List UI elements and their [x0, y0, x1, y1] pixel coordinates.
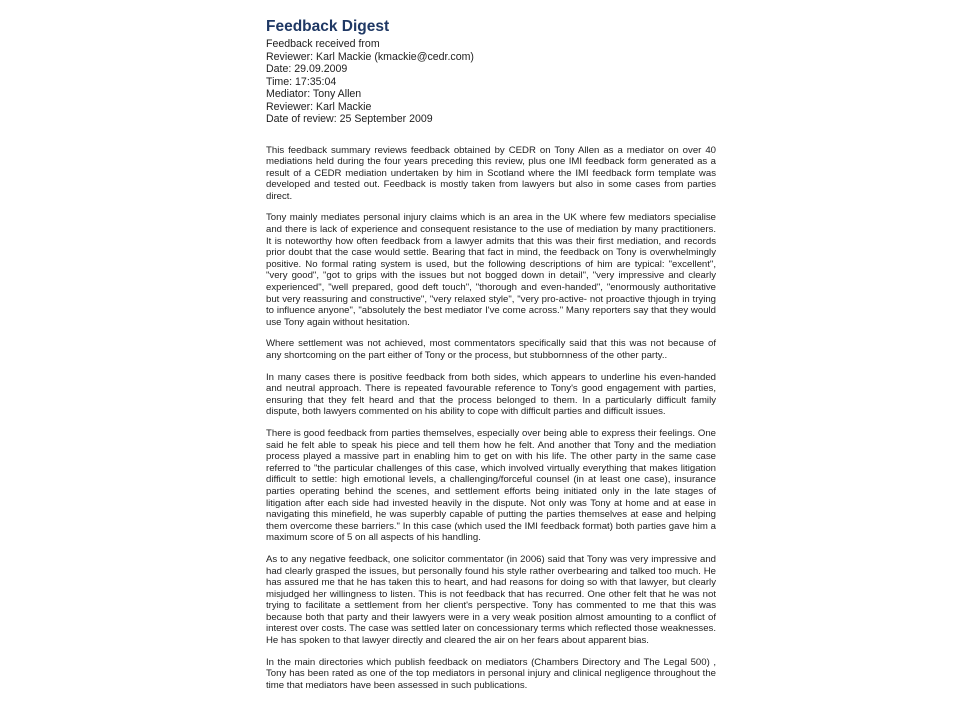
document-title: Feedback Digest — [266, 18, 390, 35]
paragraph-negative-feedback: As to any negative feedback, one solicitor commentator (in 2006) said that Tony was very impressive and had clearly grasped the issues, but personally found his style rather overbearing and talked too much. He has assured me that he has taken this to heart, and had reasons for doing so with that lawyer, but clearly misjudged her willingness to listen. This is not feedback that has recurred. One other felt that he was not trying to facilitate a settlement from her client's perspective. Tony has commented to me that this was because both that party and their lawyers were in a very weak position almost amounting to a conflict of interest over costs. The case was settled later on concessionary terms which reflected those weaknesses. He has spoken to that lawyer directly and cleared the air on her fears about apparent bias. — [266, 553, 716, 647]
document-body — [266, 145, 716, 692]
paragraph-directories: In the main directories which publish feedback on mediators (Chambers Directory and The Legal 500) , Tony has been rated as one of the top mediators in personal injury and clinical negligence throughout the time that mediators have been assessed in such publications. — [266, 656, 716, 691]
paragraph-personal-injury: Tony mainly mediates personal injury claims which is an area in the UK where few mediators specialise and there is lack of experience and consequent resistance to the use of mediation by many practitioners. It is noteworthy how often feedback from a lawyer admits that this was their first mediation, and records prior doubt that the case would settle. Bearing that fact in mind, the feedback on Tony is overwhelmingly positive. No formal rating system is used, but the following descriptions of him are typical: "excellent", "very good", "got to grips with the issues but not bogged down in detail", "very impressive and clearly experienced", "well prepared, good deft touch", "thorough and even-handed", "enormously authoritative but very reassuring and constructive", "very relaxed style", "very pro-active- not proactive thjough in trying to influence anyone", "absolutely the best mediator I've come across." Many reporters say that they would use Tony again without hesitation. — [266, 212, 716, 328]
document-page — [266, 18, 716, 701]
meta-reviewer-email: Reviewer: Karl Mackie (kmackie@cedr.com) — [266, 50, 474, 63]
paragraph-party-feedback: There is good feedback from parties themselves, especially over being able to express their feelings. One said he felt able to speak his piece and tell them how he felt. And another that Tony and the mediation process played a massive part in enabling him to get on with his life. The other party in the same case referred to "the particular challenges of this case, which involved virtually everything that makes litigation difficult to settle: high emotional levels, a challenging/forceful counsel (in at least one case), insurance parties operating behind the scenes, and settlement efforts being initiated only in the late stages of litigation after each side had invested heavily in the dispute. Not only was Tony at home and at ease in navigating this minefield, he was superbly capable of putting the parties themselves at ease and helping them overcome these barriers." In this case (which used the IMI feedback format) both parties gave him a maximum score of 5 on all aspects of his handling. — [266, 427, 716, 544]
paragraph-summary: This feedback summary reviews feedback obtained by CEDR on Tony Allen as a mediator on over 40 mediations held during the four years preceding this review, plus one IMI feedback form generated as a result of a CEDR mediation undertaken by him in Scotland where the IMI feedback form template was developed and tested out. Feedback is mostly taken from lawyers but also in some cases from parties direct. — [266, 144, 716, 202]
meta-feedback-received: Feedback received from — [266, 38, 380, 50]
paragraph-settlement: Where settlement was not achieved, most commentators specifically said that this was not because of any shortcoming on the part either of Tony or the process, but stubbornness of the other party.. — [266, 338, 716, 361]
paragraph-positive-feedback: In many cases there is positive feedback from both sides, which appears to underline his even-handed and neutral approach. There is repeated favourable reference to Tony's good engagement with parties, ensuring that they felt heard and that the process belonged to them. In a particularly difficult family dispute, both lawyers commented on his ability to cope with difficult parties and difficult issues. — [266, 371, 716, 418]
meta-mediator: Mediator: Tony Allen — [266, 88, 362, 100]
meta-date-of-review: Date of review: 25 September 2009 — [266, 113, 433, 125]
meta-date: Date: 29.09.2009 — [266, 63, 348, 75]
meta-reviewer: Reviewer: Karl Mackie — [266, 100, 372, 113]
meta-time: Time: 17:35:04 — [266, 75, 337, 88]
review-metadata — [266, 38, 716, 126]
